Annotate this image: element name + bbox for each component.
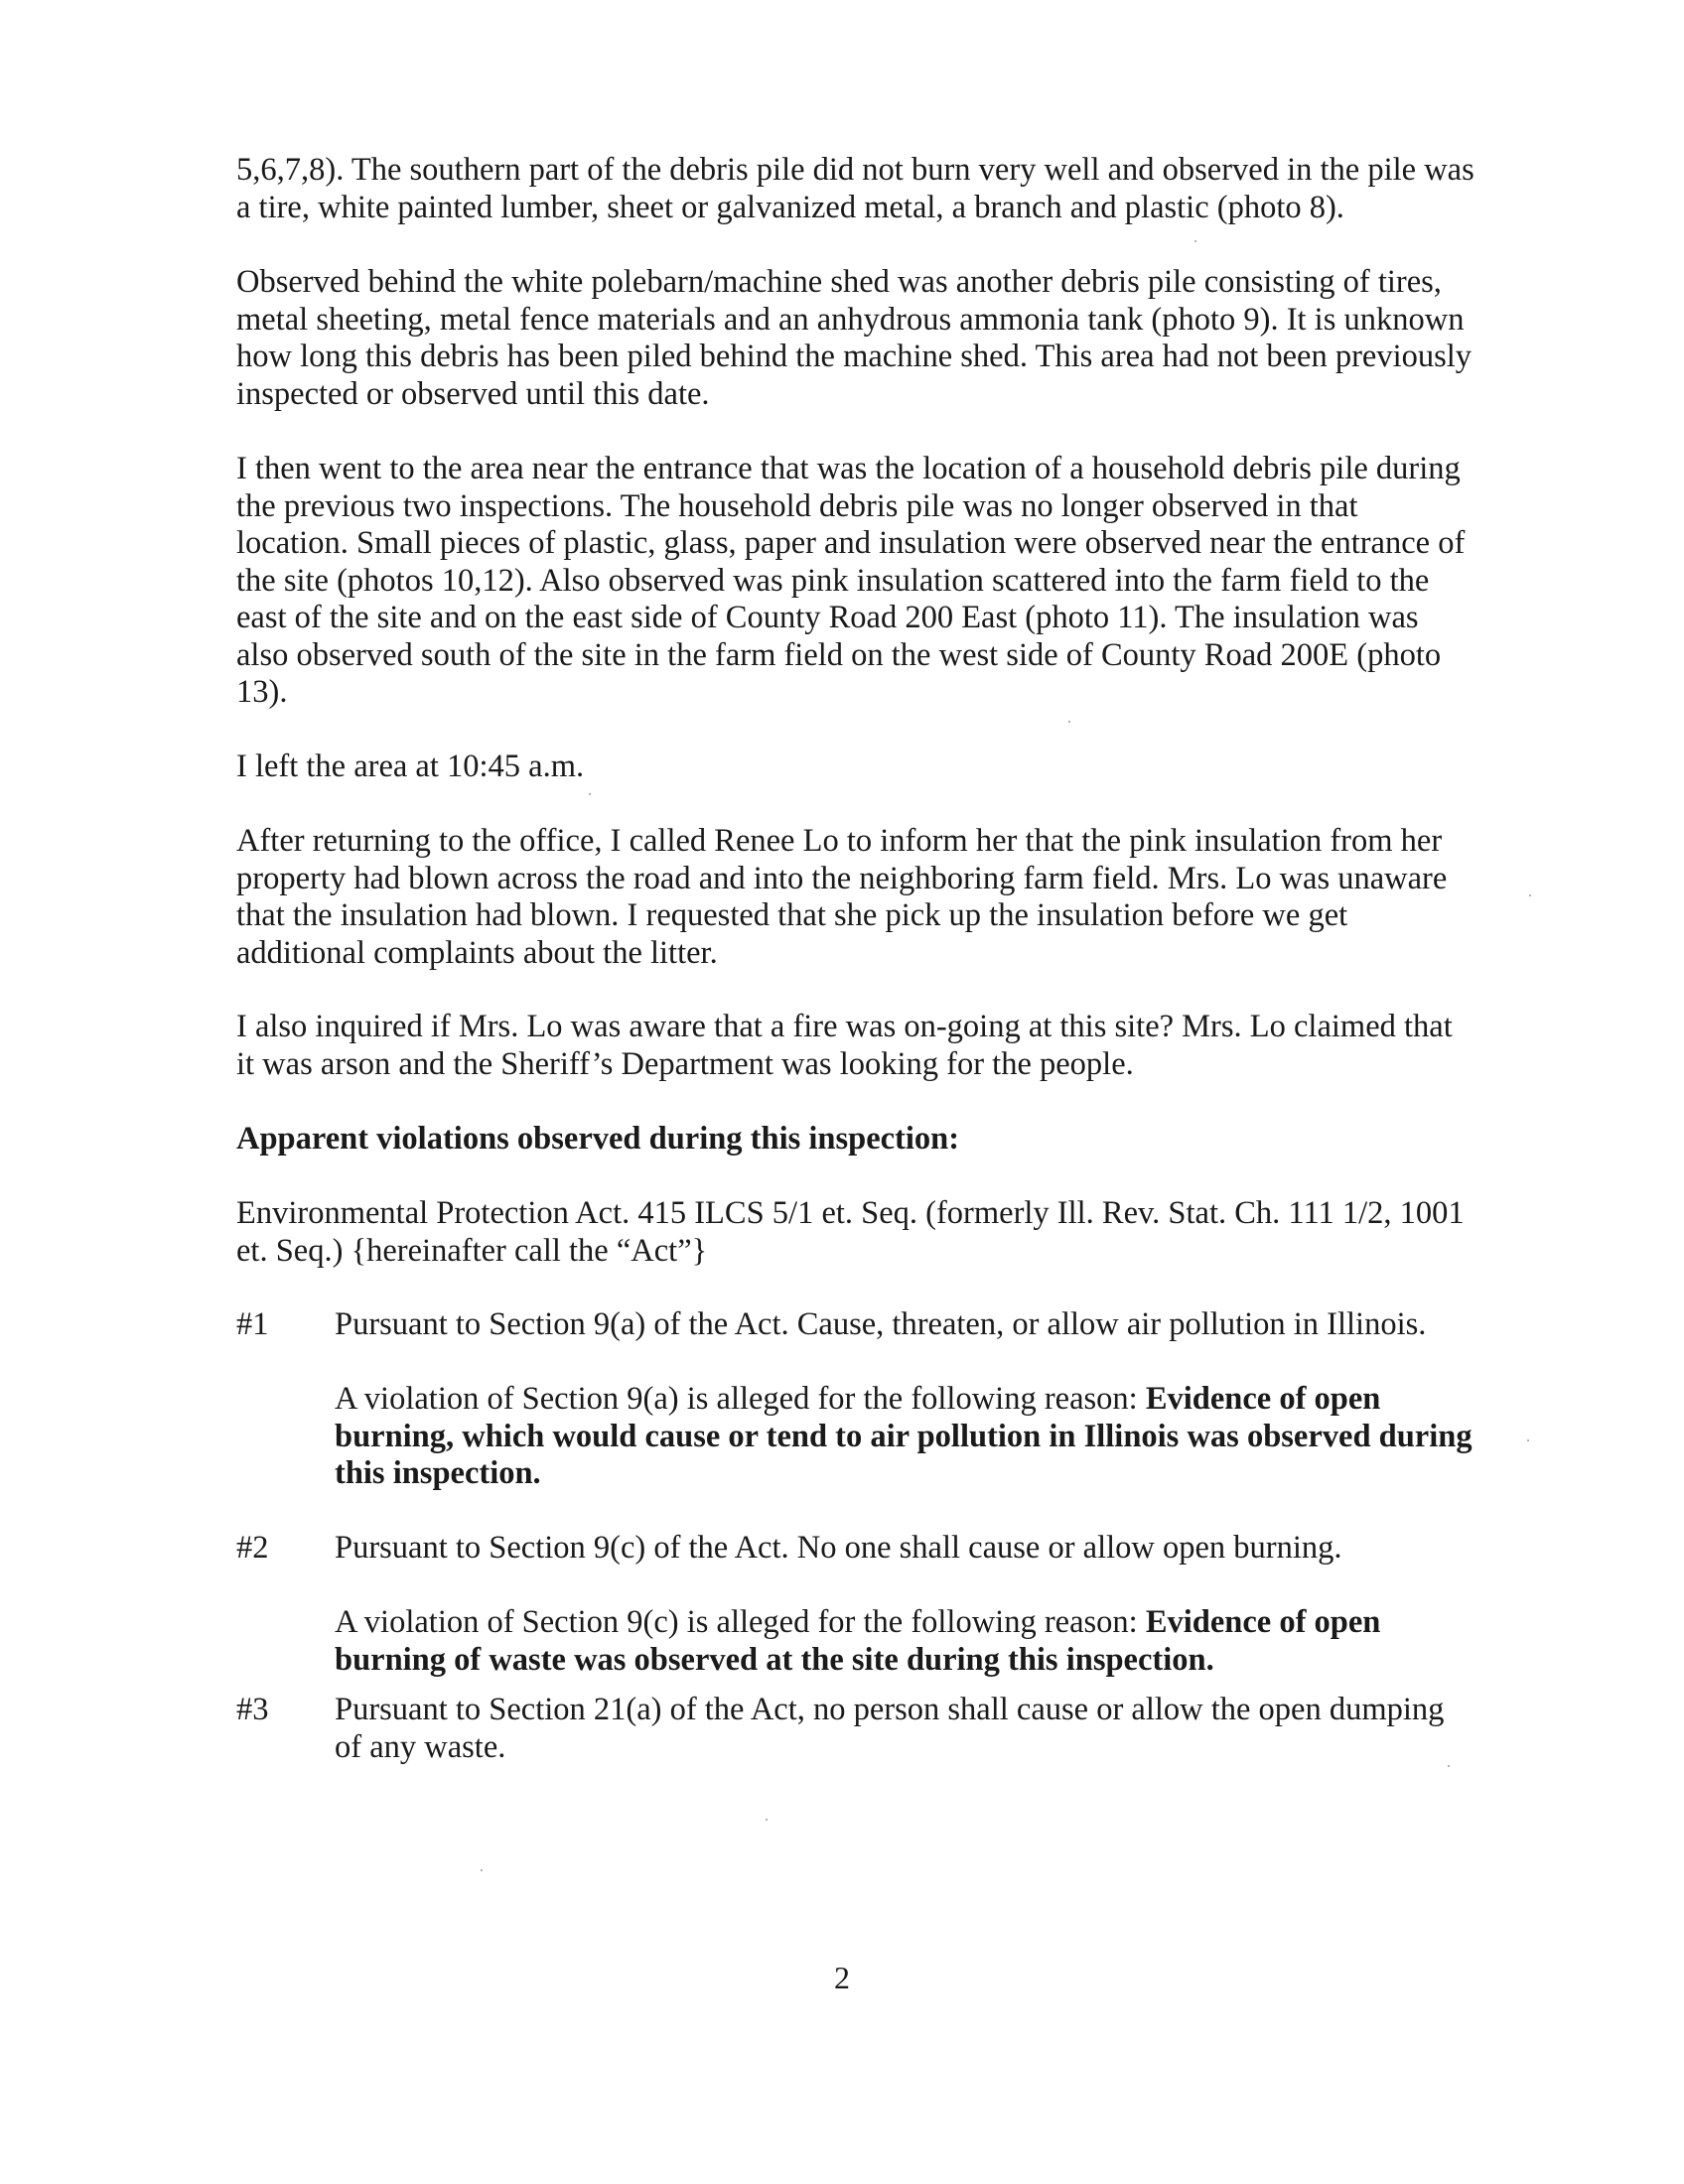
violation-pursuant [335, 1530, 1478, 1568]
paragraph-left-area [236, 749, 1477, 786]
paragraph-text: Observed behind the white polebarn/machine shed was another debris pile consisting of tires, metal sheeting, metal fence materials and an anhydrous ammonia tank (photo 9). It is unknown how long this debris has been piled behind the machine shed. This area had not been previously inspected or observed until this date. [236, 264, 1473, 412]
scan-speck [1529, 894, 1531, 896]
pursuant-text: Pursuant to Section 9(c) of the Act. No one shall cause or allow open burning. [335, 1530, 1342, 1566]
scan-speck [1527, 1439, 1529, 1441]
paragraph-fire-inquiry [236, 1009, 1477, 1083]
scan-speck [589, 793, 591, 795]
violations-heading [236, 1121, 1477, 1159]
paragraph-text: After returning to the office, I called Renee Lo to inform her that the pink insulation from her property had blown across the road and into the neighboring farm field. Mrs. Lo was unaware that the insulation had blown. I requested that she pick up the insulation before we get additional complaints about the litter. [236, 823, 1448, 971]
violation-number: #3 [236, 1692, 269, 1727]
reason-text [335, 1381, 1478, 1493]
paragraph-text: 5,6,7,8). The southern part of the debris pile did not burn very well and observed in the pile was a tire, white painted lumber, sheet or galvanized metal, a branch and plastic (photo 8). [236, 152, 1474, 225]
paragraph-debris-pile-south [236, 152, 1477, 226]
scan-speck [1194, 240, 1196, 242]
reason-prefix: A violation of Section 9(a) is alleged for the following reason: [335, 1381, 1146, 1417]
heading-text: Apparent violations observed during this inspection: [236, 1121, 960, 1157]
page-number: 2 [834, 1960, 850, 1995]
reason-text [335, 1604, 1478, 1679]
violation-number: #1 [236, 1306, 269, 1342]
pursuant-text: Pursuant to Section 21(a) of the Act, no person shall cause or allow the open dumping of any waste. [335, 1692, 1445, 1765]
paragraph-office-call [236, 823, 1477, 972]
violation-number: #2 [236, 1530, 269, 1566]
reason-bold: Evidence of open burning of waste was observed at the site during this inspection. [335, 1604, 1381, 1678]
scan-speck [481, 1869, 483, 1871]
violation-pursuant [335, 1306, 1478, 1344]
pursuant-text: Pursuant to Section 9(a) of the Act. Cause, threaten, or allow air pollution in Illinois. [335, 1306, 1427, 1342]
paragraph-entrance-area [236, 451, 1477, 712]
violation-pursuant [335, 1692, 1478, 1766]
paragraph-text: I left the area at 10:45 a.m. [236, 749, 585, 784]
scan-speck [1448, 1765, 1450, 1767]
violation-reason [335, 1381, 1478, 1493]
reason-bold: Evidence of open burning, which would cause or tend to air pollution in Illinois was observed during this inspection. [335, 1381, 1473, 1491]
scan-speck [1068, 721, 1070, 723]
paragraph-text: I also inquired if Mrs. Lo was aware that a fire was on-going at this site? Mrs. Lo claimed that it was arson and the Sheriff’s Department was looking for the people. [236, 1009, 1453, 1082]
act-reference [236, 1195, 1477, 1270]
reason-prefix: A violation of Section 9(c) is alleged for the following reason: [335, 1604, 1146, 1640]
paragraph-text: I then went to the area near the entrance that was the location of a household debris pile during the previous two inspections. The household debris pile was no longer observed in that location. Small pieces of plastic, glass, paper and insulation were observed near the entrance of the site (photos 10,12). Also observed was pink insulation scattered into the farm field to the east of the site and on the east side of County Road 200 East (photo 11). The insulation was also observed south of the site in the farm field on the west side of County Road 200E (photo 13). [236, 451, 1466, 710]
act-reference-text: Environmental Protection Act. 415 ILCS 5/1 et. Seq. (formerly Ill. Rev. Stat. Ch. 111 1/2, 1001 et. Seq.) {hereinafter call the “Act”} [236, 1195, 1465, 1269]
scan-speck [766, 1819, 768, 1821]
violation-reason [335, 1604, 1478, 1679]
paragraph-machine-shed [236, 264, 1477, 413]
